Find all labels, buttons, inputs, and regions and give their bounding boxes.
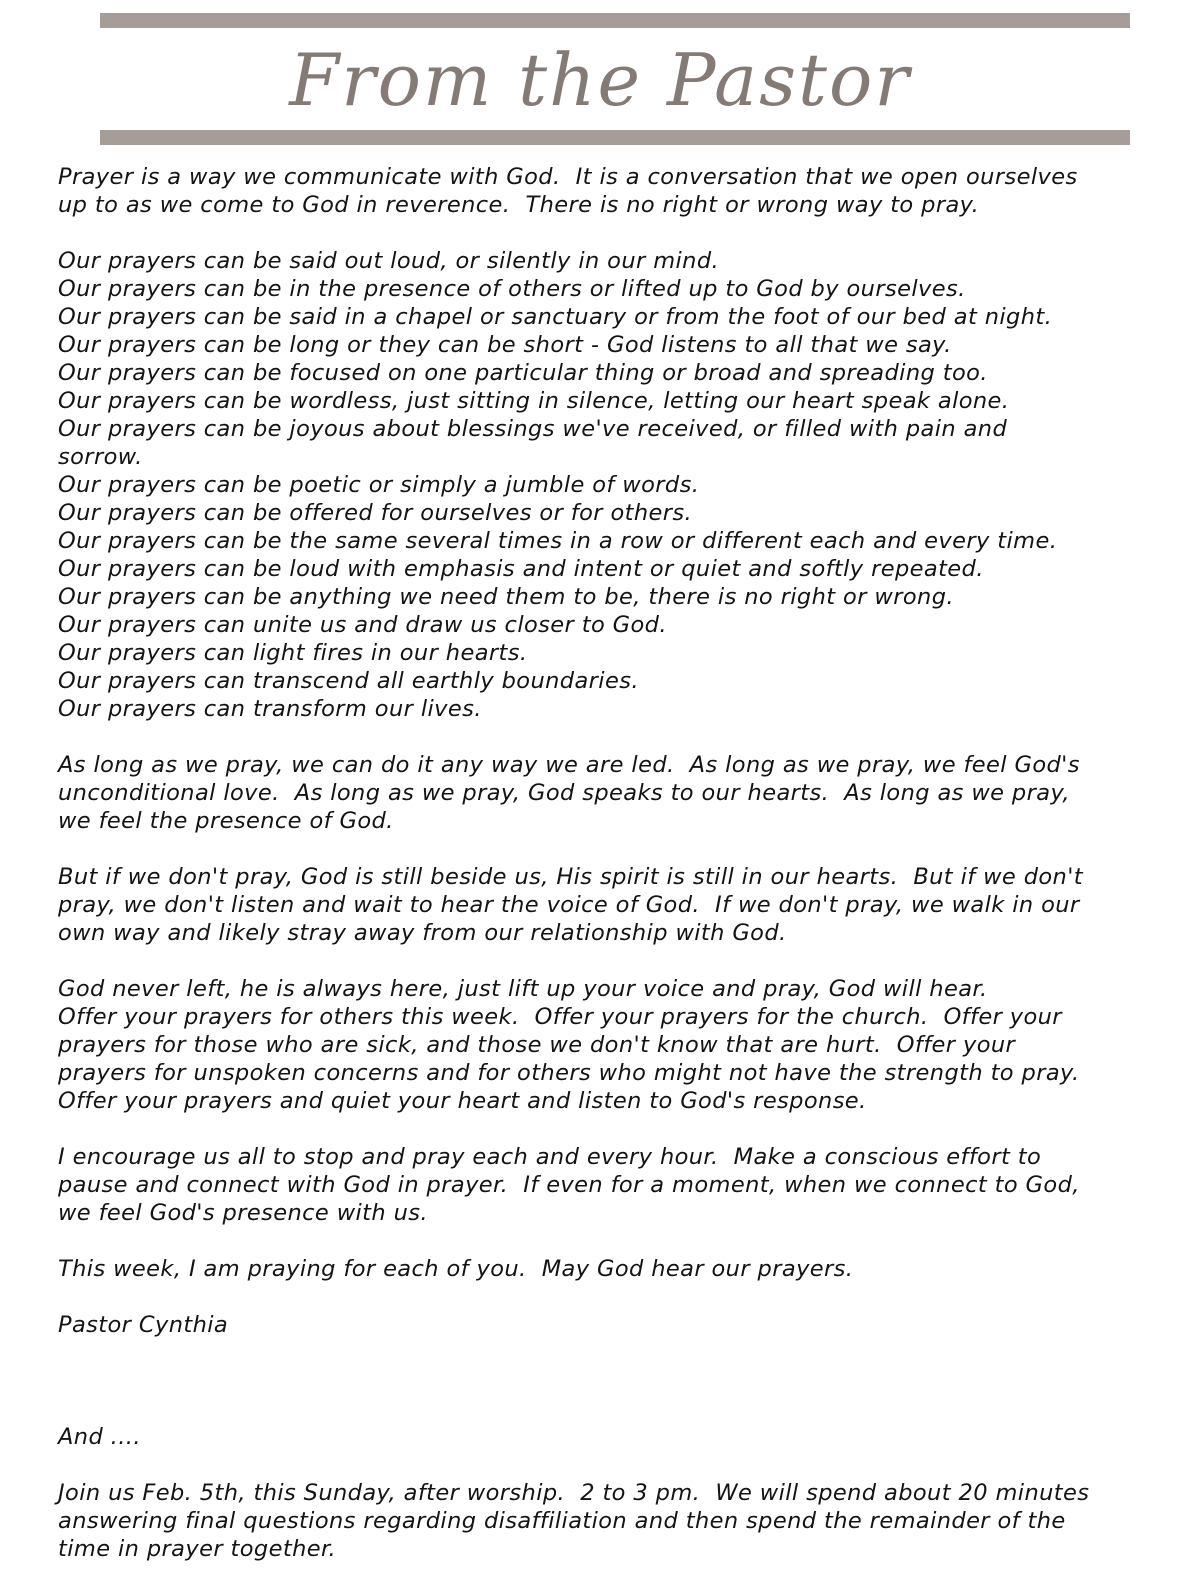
text-line: up to as we come to God in reverence. There is no right or wrong way to pray. xyxy=(58,192,980,218)
text-line: As long as we pray, we can do it any way we are led. As long as we pray, we feel God's xyxy=(58,752,1080,778)
list-item: Our prayers can be loud with emphasis and intent or quiet and softly repeated. xyxy=(58,556,984,582)
spacer xyxy=(58,1367,1158,1423)
as-long-paragraph xyxy=(58,751,1158,835)
but-if-paragraph xyxy=(58,863,1158,947)
join-paragraph xyxy=(58,1479,1158,1563)
text-line: own way and likely stray away from our relationship with God. xyxy=(58,920,787,946)
text-line: But if we don't pray, God is still beside us, His spirit is still in our hearts. But if we don't xyxy=(58,864,1084,890)
text-line: I encourage us all to stop and pray each and every hour. Make a conscious effort to xyxy=(58,1144,1042,1170)
list-item: Our prayers can be the same several times in a row or different each and every time. xyxy=(58,528,1058,554)
text-line: Join us Feb. 5th, this Sunday, after worship. 2 to 3 pm. We will spend about 20 minutes xyxy=(58,1480,1090,1506)
article-body xyxy=(58,163,1158,1591)
list-item: Our prayers can be wordless, just sitting in silence, letting our heart speak alone. xyxy=(58,388,1010,414)
list-item: Our prayers can be long or they can be short - God listens to all that we say. xyxy=(58,332,952,358)
text-line: Prayer is a way we communicate with God. It is a conversation that we open ourselves xyxy=(58,164,1078,190)
text-line: prayers for unspoken concerns and for others who might not have the strength to pray. xyxy=(58,1060,1080,1086)
list-item: Our prayers can unite us and draw us closer to God. xyxy=(58,612,667,638)
text-line: prayers for those who are sick, and those we don't know that are hurt. Offer your xyxy=(58,1032,1016,1058)
text-line: And .... xyxy=(58,1424,141,1450)
never-left-paragraph xyxy=(58,975,1158,1115)
header-top-rule xyxy=(100,13,1130,28)
page-title: From the Pastor xyxy=(289,38,911,122)
header-bottom-rule xyxy=(100,130,1130,145)
signature-paragraph xyxy=(58,1311,1158,1339)
text-line: time in prayer together. xyxy=(58,1536,337,1562)
text-line: pause and connect with God in prayer. If even for a moment, when we connect to God, xyxy=(58,1172,1080,1198)
list-item: Our prayers can light fires in our hearts. xyxy=(58,640,528,666)
text-line: unconditional love. As long as we pray, God speaks to our hearts. As long as we pray, xyxy=(58,780,1070,806)
list-item: Our prayers can be focused on one particular thing or broad and spreading too. xyxy=(58,360,988,386)
text-line: God never left, he is always here, just lift up your voice and pray, God will hear. xyxy=(58,976,988,1002)
text-line: Offer your prayers for others this week. Offer your prayers for the church. Offer your xyxy=(58,1004,1062,1030)
text-line: we feel God's presence with us. xyxy=(58,1200,428,1226)
list-item: Our prayers can be joyous about blessings we've received, or filled with pain and xyxy=(58,416,1008,442)
list-item: Our prayers can transform our lives. xyxy=(58,696,482,722)
and-paragraph xyxy=(58,1423,1158,1451)
list-item: Our prayers can transcend all earthly boundaries. xyxy=(58,668,639,694)
list-item: Our prayers can be said out loud, or silently in our mind. xyxy=(58,248,720,274)
text-line: pray, we don't listen and wait to hear the voice of God. If we don't pray, we walk in our xyxy=(58,892,1080,918)
list-item: Our prayers can be in the presence of others or lifted up to God by ourselves. xyxy=(58,276,966,302)
text-line: we feel the presence of God. xyxy=(58,808,394,834)
text-line: answering final questions regarding disaffiliation and then spend the remainder of the xyxy=(58,1508,1066,1534)
list-item: Our prayers can be offered for ourselves or for others. xyxy=(58,500,693,526)
text-line: Offer your prayers and quiet your heart and listen to God's response. xyxy=(58,1088,867,1114)
intro-paragraph xyxy=(58,163,1158,219)
signature: Pastor Cynthia xyxy=(58,1312,229,1338)
encourage-paragraph xyxy=(58,1143,1158,1227)
list-item: sorrow. xyxy=(58,444,143,470)
list-item: Our prayers can be poetic or simply a jumble of words. xyxy=(58,472,700,498)
this-week-paragraph xyxy=(58,1255,1158,1283)
list-item: Our prayers can be said in a chapel or sanctuary or from the foot of our bed at night. xyxy=(58,304,1053,330)
prayers-list-paragraph xyxy=(58,247,1158,723)
text-line: This week, I am praying for each of you. May God hear our prayers. xyxy=(58,1256,854,1282)
list-item: Our prayers can be anything we need them to be, there is no right or wrong. xyxy=(58,584,954,610)
